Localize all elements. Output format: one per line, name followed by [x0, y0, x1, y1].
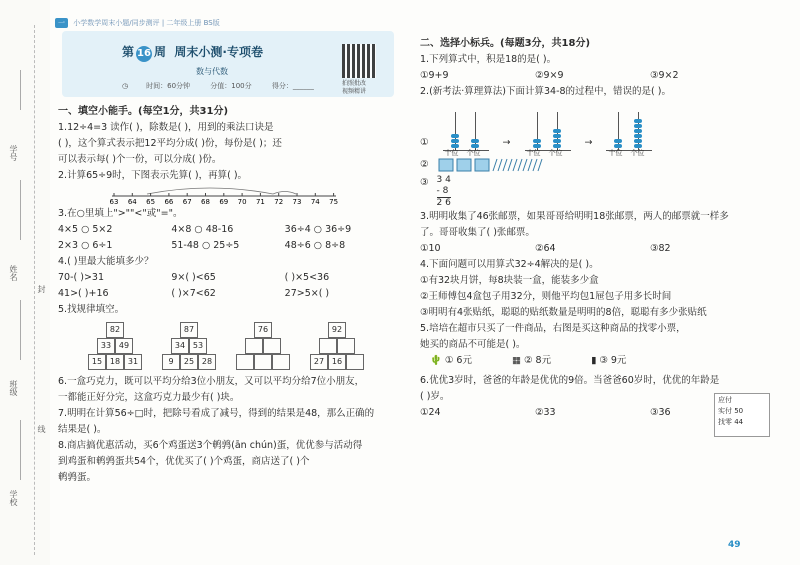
question-text: ( )岁。: [420, 391, 450, 402]
pyramid-cell[interactable]: 16: [328, 354, 346, 370]
pyramid-cell[interactable]: 18: [106, 354, 124, 370]
receipt: [714, 393, 770, 437]
abacus-label: 十位: [608, 149, 623, 157]
fill-item[interactable]: 41>( )+16: [58, 288, 109, 299]
question-text: 5.培培在超市只买了一件商品，右图是买这种商品的找零小票，: [420, 323, 686, 334]
calc-line: 2 6: [436, 198, 451, 208]
question-text: 可以表示每( )个一份，可以分成( )份。: [58, 154, 222, 165]
option[interactable]: ②33: [535, 407, 556, 418]
gutter-label-class: 班级: [9, 380, 18, 396]
pyramid-cell[interactable]: [254, 354, 272, 370]
fill-row: [58, 270, 398, 286]
question-text: 到鸡蛋和鹌鹑蛋共54个，优优买了( )个鸡蛋，商店送了( )个: [58, 456, 310, 467]
gutter-label-line: 线: [37, 425, 46, 433]
gutter-label-school: 学校: [9, 490, 18, 506]
pyramid-row: [310, 354, 364, 370]
fill-item[interactable]: 27>5×( ): [284, 288, 330, 299]
question-text: 结果是( )。: [58, 424, 107, 435]
right-column: [420, 36, 765, 421]
number-line: [58, 186, 398, 204]
pyramid-cell[interactable]: 53: [189, 338, 207, 354]
abacus-bead: [553, 139, 561, 143]
pyramid-row: [162, 354, 216, 370]
qr-code-icon[interactable]: [342, 44, 376, 78]
compare-row: [58, 238, 398, 254]
compare-item[interactable]: 48÷6 ○ 8÷8: [284, 240, 346, 251]
pyramid-row: [180, 322, 198, 338]
pyramid-row: [236, 354, 290, 370]
pyramid-row: [319, 338, 355, 354]
option[interactable]: ①9+9: [420, 70, 449, 81]
compare-item[interactable]: 4×5 ○ 5×2: [58, 224, 113, 235]
abacus-label: 十位: [444, 149, 459, 157]
abacus-label: 个位: [466, 149, 481, 157]
question-2-text: 2.(新考法·算理算法)下面计算34-8的过程中，错误的是( )。: [420, 86, 671, 97]
abacus-bead: [451, 134, 459, 138]
qr-caption-1: 拍照批改: [342, 80, 367, 87]
binding-gutter: [0, 0, 50, 565]
fill-row: [58, 286, 398, 302]
grade-label: 二年级上册 BS版: [166, 19, 220, 27]
gutter-label-seal: 封: [37, 285, 46, 293]
abacus-row: [420, 104, 765, 157]
pyramid-cell[interactable]: 31: [124, 354, 142, 370]
abacus: [606, 104, 652, 157]
option[interactable]: ③明明有4张贴纸，聪聪的贴纸数量是明明的8倍，聪聪有多少张贴纸: [420, 307, 707, 318]
option[interactable]: ③36: [650, 407, 671, 418]
receipt-line: 找零 44: [718, 418, 744, 426]
abacus-bead: [634, 124, 642, 128]
pyramid-cell[interactable]: 15: [88, 354, 106, 370]
abacus-bead: [451, 139, 459, 143]
tick-label: 66: [164, 198, 174, 204]
tick-label: 70: [237, 198, 247, 204]
option-label: ③ 9元: [599, 355, 627, 366]
receipt-line: 实付 50: [718, 407, 744, 415]
pyramid-cell[interactable]: 92: [328, 322, 346, 338]
pyramid-cell[interactable]: 9: [162, 354, 180, 370]
calc-line: - 8: [437, 186, 451, 198]
pyramid-cell[interactable]: [263, 338, 281, 354]
pyramid-cell[interactable]: [245, 338, 263, 354]
option[interactable]: ③82: [650, 243, 671, 254]
tick-label: 63: [110, 198, 119, 204]
question-text: 5.找规律填空。: [58, 304, 125, 315]
blank-line: [20, 300, 21, 360]
pyramid-cell[interactable]: 27: [310, 354, 328, 370]
time-limit: 时间：60分钟: [146, 82, 191, 90]
notebook-icon: ▮: [591, 355, 597, 366]
option[interactable]: ①有32块月饼，每8块装一盒，能装多少盒: [420, 275, 599, 286]
option-row: [420, 68, 765, 84]
arrow-icon: →: [502, 137, 511, 148]
option-row: [420, 241, 765, 257]
question-text: 2.计算65÷9时，下图表示先算( )，再算( )。: [58, 170, 248, 181]
section-1-heading: 一、填空小能手。(每空1分，共31分): [58, 106, 229, 117]
question-text: 6.一盒巧克力，既可以平均分给3位小朋友，又可以平均分给7位小朋友，: [58, 376, 365, 387]
qr-caption-2: 视频精讲: [342, 88, 367, 95]
pyramid: [310, 322, 364, 370]
option-label[interactable]: ②: [420, 159, 429, 170]
week-number-badge: 16: [136, 46, 152, 62]
tick-label: 73: [292, 198, 302, 204]
abacus-label: 个位: [630, 149, 645, 157]
abacus-label: 十位: [526, 149, 541, 157]
pyramid: [236, 322, 290, 370]
pyramid-cell[interactable]: [337, 338, 355, 354]
pyramid: [162, 322, 216, 370]
tick-label: 67: [182, 198, 192, 204]
test-title: 周末小测·专项卷: [174, 45, 263, 59]
number-line-svg: [110, 184, 340, 204]
receipt-line: 应付: [718, 396, 732, 404]
option[interactable]: [430, 353, 472, 369]
gutter-label-name: 姓名: [9, 265, 18, 281]
question-text: 7.明明在计算56÷□时，把除号看成了减号，得到的结果是48，那么正确的: [58, 408, 375, 419]
page-number: 49: [728, 540, 741, 550]
abacus-bead: [634, 129, 642, 133]
arrow-icon: →: [584, 137, 593, 148]
option[interactable]: ①10: [420, 243, 441, 254]
pyramid-row: [254, 322, 272, 338]
abacus: [443, 104, 489, 157]
blank-line: [20, 180, 21, 240]
compare-item[interactable]: 51-48 ○ 25÷5: [171, 240, 240, 251]
plant-icon: 🌵: [430, 355, 442, 366]
question-text: 6.优优3岁时，爸爸的年龄是优优的9倍。当爸爸60岁时，优优的年龄是: [420, 375, 720, 386]
question-text: 一都能正好分完，这盒巧克力最少有( )块。: [58, 392, 240, 403]
pyramid-cell[interactable]: [236, 354, 254, 370]
pyramid-cell[interactable]: 34: [171, 338, 189, 354]
series-tag: 一: [55, 18, 68, 28]
week-suffix: 周: [154, 45, 167, 59]
option[interactable]: ③9×2: [650, 70, 679, 81]
option[interactable]: ②64: [535, 243, 556, 254]
option[interactable]: [591, 353, 626, 369]
compare-item[interactable]: 36÷4 ○ 36÷9: [284, 224, 352, 235]
blank-line: [20, 420, 21, 480]
cut-line: [34, 25, 35, 555]
week-prefix: 第: [122, 45, 135, 59]
pyramid: [88, 322, 142, 370]
compare-row: [58, 222, 398, 238]
option-label[interactable]: ③: [420, 177, 429, 188]
cube-icon: ▦: [511, 355, 521, 366]
product-options: [430, 353, 765, 369]
section-2-heading: 二、选择小标兵。(每题3分，共18分): [420, 38, 591, 49]
question-text: [420, 84, 765, 100]
abacus-bead: [533, 139, 541, 143]
pyramid-cell[interactable]: 82: [106, 322, 124, 338]
question-text: 3.在○里填上">""<"或"="。: [58, 208, 183, 219]
option[interactable]: ②9×9: [535, 70, 564, 81]
question-text: 1.下列算式中，积是18的是( )。: [420, 54, 557, 65]
abacus-label: 个位: [548, 149, 563, 157]
vertical-subtraction: [437, 175, 451, 209]
abacus-bead: [634, 134, 642, 138]
question-text: 了。哥哥收集了( )张邮票。: [420, 227, 535, 238]
tick-label: 64: [127, 198, 137, 204]
pyramid-cell[interactable]: 28: [198, 354, 216, 370]
left-column: [58, 104, 398, 486]
pyramid-row: [245, 338, 281, 354]
series-header: 一 小学数学周末小题/同步测评 | 二年级上册 BS版: [55, 18, 395, 28]
question-text: 4.下面问题可以用算式32÷4解决的是( )。: [420, 259, 599, 270]
option-label: ② 8元: [523, 355, 552, 366]
abacus: [525, 104, 571, 157]
fill-item[interactable]: ( )×5<36: [284, 272, 330, 283]
fill-item[interactable]: ( )×7<62: [171, 288, 216, 299]
abacus-bead: [614, 139, 622, 143]
option-label[interactable]: ①: [420, 137, 429, 148]
question-text: 1.12÷4=3 读作( )，除数是( )，用到的乘法口诀是: [58, 122, 274, 133]
pyramid-cell[interactable]: 87: [180, 322, 198, 338]
fill-item[interactable]: 9×( )<65: [171, 272, 216, 283]
abacus-bead: [634, 119, 642, 123]
question-text: 鹌鹑蛋。: [58, 472, 97, 483]
pyramid-row: [106, 322, 124, 338]
blank-line: [20, 70, 21, 110]
calc-line: 3 4: [436, 175, 451, 185]
pyramid-cell[interactable]: [272, 354, 290, 370]
question-text: 4.( )里最大能填多少？: [58, 256, 154, 267]
compare-item[interactable]: 4×8 ○ 48-16: [171, 224, 234, 235]
clock-icon: ◷: [122, 82, 129, 90]
option[interactable]: ①24: [420, 407, 441, 418]
abacus-bead: [553, 134, 561, 138]
abacus-bead: [553, 129, 561, 133]
option-label: ① 6元: [444, 355, 472, 366]
pyramid-row: [88, 354, 142, 370]
pyramid-cell[interactable]: 25: [180, 354, 198, 370]
tick-label: 75: [329, 198, 339, 204]
full-score: 分值：100分: [210, 82, 252, 90]
abacus-bead: [471, 139, 479, 143]
vertical-calc: [420, 175, 765, 209]
tick-label: 68: [201, 198, 210, 204]
question-text: 她买的商品不可能是( )。: [420, 339, 526, 350]
compare-item[interactable]: 2×3 ○ 6÷1: [58, 240, 113, 251]
banner-title: [122, 43, 263, 62]
fill-item[interactable]: 70-( )>31: [58, 272, 104, 283]
tick-label: 71: [255, 198, 265, 204]
question-text: ( )，这个算式表示把12平均分成( )份，每份是( )；还: [58, 138, 282, 149]
option[interactable]: [512, 353, 551, 369]
tick-label: 69: [219, 198, 229, 204]
pyramid-cell[interactable]: 33: [97, 338, 115, 354]
tick-label: 65: [146, 198, 156, 204]
pyramid-cell[interactable]: [319, 338, 337, 354]
series-name: 小学数学周末小题/同步测评: [73, 19, 160, 27]
question-text: 8.商店搞优惠活动，买6个鸡蛋送3个鹌鹑(ān chún)蛋，优优参与活动得: [58, 440, 363, 451]
pyramid-row: [328, 322, 346, 338]
pyramid-row: [171, 338, 207, 354]
pyramid-cell[interactable]: 76: [254, 322, 272, 338]
tick-label: 72: [274, 198, 284, 204]
gutter-label-id: 学号: [9, 145, 18, 161]
option[interactable]: ②王师傅包4盒包子用32分，则他平均包1屉包子用多长时间: [420, 291, 672, 302]
number-pyramids: [88, 322, 398, 370]
pyramid-row: [97, 338, 133, 354]
test-subtitle: 数与代数: [196, 67, 228, 76]
question-text: 3.明明收集了46张邮票，如果哥哥给明明18张邮票，两人的邮票就一样多: [420, 211, 729, 222]
pyramid-cell[interactable]: [346, 354, 364, 370]
score-field[interactable]: 得分：______: [271, 82, 314, 90]
qr-caption: [342, 80, 366, 96]
abacus-bead: [634, 139, 642, 143]
tick-label: 74: [310, 198, 320, 204]
pyramid-cell[interactable]: 49: [115, 338, 133, 354]
